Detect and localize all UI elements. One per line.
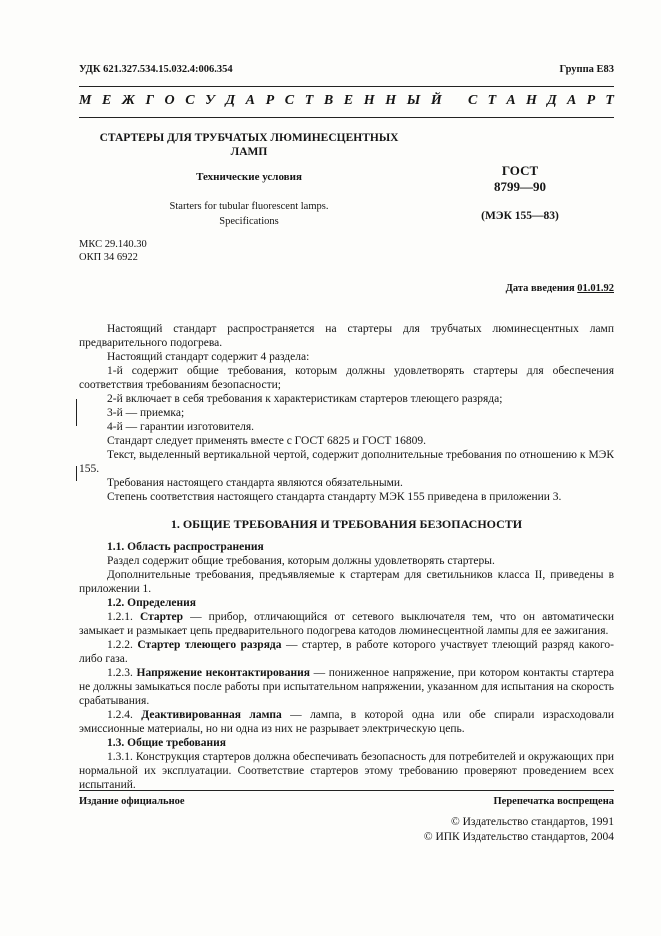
intro-paragraph: Настоящий стандарт распространяется на стартеры для трубчатых люминесцентных ламп предварительного подогрева.	[79, 323, 614, 349]
iec-reference: (МЭК 155—83)	[481, 210, 559, 222]
definition-term: Деактивированная лампа	[141, 709, 282, 721]
intro-paragraph: 1-й содержит общие требования, которым должны удовлетворять стартеры для обеспечения соответствия требованиям безопасности;	[79, 365, 614, 391]
banner-letter: М	[79, 93, 92, 108]
effective-date-value: 01.01.92	[577, 283, 614, 294]
definition-1-2-4	[79, 708, 614, 736]
definition-1-2-1	[79, 610, 614, 638]
banner-letter: Д	[225, 93, 236, 108]
definition-number: 1.2.1.	[107, 611, 133, 623]
classification-codes	[79, 238, 147, 264]
paragraph: Раздел содержит общие требования, которым должны удовлетворять стартеры.	[107, 555, 495, 567]
definition-text: — стартер, в работе которого участвует тлеющий разряд какого-либо газа.	[79, 639, 614, 665]
banner-letter: Е	[343, 93, 354, 108]
banner-letter: У	[205, 93, 215, 108]
banner-letter: Ж	[121, 93, 135, 108]
copyright-2004: © ИПК Издательство стандартов, 2004	[423, 831, 614, 843]
document-body	[79, 322, 614, 792]
definition-number: 1.2.3.	[107, 667, 133, 679]
definition-1-2-3	[79, 666, 614, 708]
document-subtitle: Технические условия	[196, 171, 302, 183]
english-title-line-1: Starters for tubular fluorescent lamps.	[169, 201, 329, 212]
okp-code: ОКП 34 6922	[79, 252, 138, 263]
english-title-line-2: Specifications	[219, 216, 279, 227]
definition-term: Стартер	[139, 611, 184, 623]
paragraph: 1.3.1. Конструкция стартеров должна обеспечивать безопасность для потребителей и окружающих при нормальной их эксплуатации. Соответствие стартеров этому требованию проверяют проведением всех испытаний.	[79, 751, 614, 791]
official-edition-label: Издание официальное	[79, 796, 185, 807]
definition-text: — лампа, в которой одна или обе спирали израсходовали эмиссионные материалы, но ни одна из них не разрывает электрическую цепь.	[79, 709, 615, 735]
banner-letter: С	[468, 93, 478, 108]
footer-rule	[79, 790, 614, 791]
intro-paragraph: Требования настоящего стандарта являются обязательными.	[107, 477, 403, 489]
banner-letter: Н	[363, 93, 375, 108]
banner-letter: А	[506, 93, 516, 108]
effective-date	[506, 283, 614, 294]
banner-letter: Р	[586, 93, 596, 108]
banner-letter: Н	[526, 93, 537, 108]
title-line-2: ЛАМП	[230, 146, 268, 158]
definition-term: Напряжение неконтактирования	[136, 667, 310, 679]
definition-number: 1.2.4.	[107, 709, 133, 721]
banner-letter: С	[185, 93, 195, 108]
intro-paragraph: 2-й включает в себя требования к характеристикам стартеров тлеющего разряда;	[107, 393, 503, 405]
banner-letter: Г	[145, 93, 154, 108]
gost-label: ГОСТ	[501, 163, 539, 178]
banner-letter: О	[164, 93, 175, 108]
title-line-1: СТАРТЕРЫ ДЛЯ ТРУБЧАТЫХ ЛЮМИНЕСЦЕНТНЫХ	[99, 132, 399, 144]
definition-text: — прибор, отличающийся от сетевого выключателя тем, что он автоматически замыкает и размыкает цепь предварительного подогрева катодов люминесцентной лампы для ее зажигания.	[79, 611, 615, 637]
change-bar-1	[76, 399, 77, 426]
banner-word-standard	[468, 93, 614, 109]
standard-banner	[79, 93, 614, 109]
document-title	[79, 131, 419, 159]
banner-rule	[79, 117, 614, 118]
banner-letter: Д	[547, 93, 557, 108]
paragraph: Дополнительные требования, предъявляемые к стартерам для светильников класса II, приведены в приложении 1.	[79, 569, 614, 595]
top-rule	[79, 86, 614, 87]
banner-letter: В	[323, 93, 334, 108]
copyright-block	[424, 815, 614, 845]
intro-paragraph: 3-й — приемка;	[107, 407, 185, 419]
banner-letter: Т	[605, 93, 614, 108]
intro-paragraph: Текст, выделенный вертикальной чертой, содержит дополнительные требования по отношению к МЭК 155.	[79, 449, 614, 475]
effective-date-label: Дата введения	[505, 283, 575, 294]
intro-paragraph: Настоящий стандарт содержит 4 раздела:	[107, 351, 310, 363]
mks-code: МКС 29.140.30	[79, 239, 147, 250]
banner-letter: Й	[430, 93, 442, 108]
copyright-1991: © Издательство стандартов, 1991	[450, 816, 614, 828]
definition-1-2-2	[79, 638, 614, 666]
banner-letter: Р	[265, 93, 275, 108]
banner-letter: А	[245, 93, 256, 108]
definition-number: 1.2.2.	[107, 639, 133, 651]
subsection-1-3-heading: 1.3. Общие требования	[107, 737, 226, 749]
banner-letter: Е	[102, 93, 112, 108]
banner-letter: С	[284, 93, 295, 108]
banner-word-interstate	[79, 93, 442, 109]
udk-code: УДК 621.327.534.15.032.4:006.354	[79, 64, 233, 75]
change-bar-2	[76, 466, 77, 481]
reprint-prohibited-label: Перепечатка воспрещена	[493, 796, 614, 807]
banner-letter: Т	[304, 93, 314, 108]
section-1-heading: 1. ОБЩИЕ ТРЕБОВАНИЯ И ТРЕБОВАНИЯ БЕЗОПАСНОСТИ	[170, 517, 523, 531]
banner-letter: Н	[385, 93, 397, 108]
subsection-1-2-heading: 1.2. Определения	[107, 597, 196, 609]
intro-paragraph: 4-й — гарантии изготовителя.	[107, 421, 254, 433]
gost-number: 8799—90	[494, 179, 546, 194]
intro-paragraph: Степень соответствия настоящего стандарта стандарту МЭК 155 приведена в приложении 3.	[107, 491, 562, 503]
banner-letter: А	[566, 93, 577, 108]
group-code: Группа Е83	[559, 64, 614, 75]
banner-letter: Т	[487, 93, 497, 108]
banner-letter: Ы	[406, 93, 421, 108]
intro-paragraph: Стандарт следует применять вместе с ГОСТ 6825 и ГОСТ 16809.	[107, 435, 426, 447]
definition-text: — пониженное напряжение, при котором контакты стартера не должны замыкаться после работы при испытательном напряжении, указанном для испытания на скорость срабатывания.	[79, 667, 615, 707]
subsection-1-1-heading: 1.1. Область распространения	[107, 541, 264, 553]
definition-term: Стартер тлеющего разряда	[137, 639, 282, 651]
english-title	[79, 199, 419, 229]
